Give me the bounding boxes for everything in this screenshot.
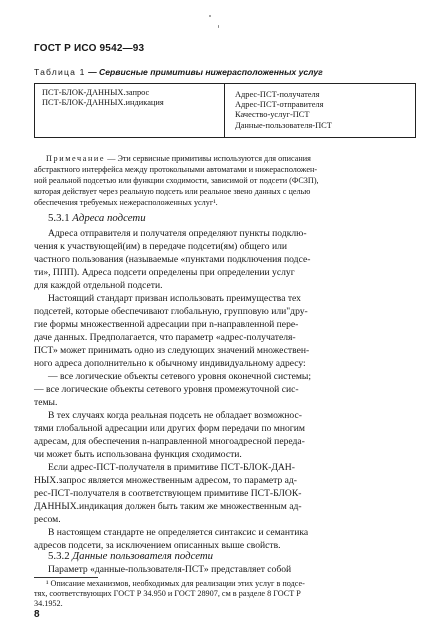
parameter-name: Качество-услуг-ПСТ bbox=[235, 110, 310, 120]
body-line: ти», ППП). Адреса подсети определены при определении услуг bbox=[34, 267, 295, 278]
table-label: Таблица 1 bbox=[34, 67, 86, 77]
section-heading-5-3-2 bbox=[48, 550, 213, 562]
body-line: ного адреса дополнительно к обычному индивидуальному адресу: bbox=[34, 358, 306, 369]
section-number: 5.3.1 bbox=[48, 212, 70, 224]
note-line: обеспечения требуемых нежерасположенных услуг¹. bbox=[34, 198, 218, 207]
primitive-name: ПСТ-БЛОК-ДАННЫХ.запрос bbox=[42, 88, 150, 97]
body-line: чения к участвующей(им) в передаче подсети(ям) общего или bbox=[34, 241, 288, 252]
body-line: Настоящий стандарт призван использовать преимущества тех bbox=[48, 293, 301, 304]
scan-speck bbox=[209, 15, 211, 17]
primitives-column bbox=[42, 88, 164, 108]
note-line-first: Примечание — Эти сервисные примитивы используются для описания bbox=[46, 154, 311, 163]
parameter-name: Данные-пользователя-ПСТ bbox=[235, 120, 332, 130]
body-line: подсетей, которые обеспечивают глобальную, групповую или"дру- bbox=[34, 306, 308, 317]
body-line: адресам, для обеспечения n-направленной многоадресной переда- bbox=[34, 436, 305, 447]
body-line: — все логические объекты сетевого уровня оконечной системы; bbox=[48, 371, 312, 382]
body-line: тями глобальной адресации или других форм передачи по многим bbox=[34, 423, 305, 434]
parameter-name: Адрес-ПСТ-отправителя bbox=[235, 100, 324, 110]
note-line: которая действует через реальную подсеть или реальное звено данных с целью bbox=[34, 187, 311, 196]
note-prefix: Примечание bbox=[46, 154, 106, 163]
scan-speck bbox=[218, 25, 219, 28]
page-number: 8 bbox=[34, 609, 40, 620]
parameter-name: Адрес-ПСТ-получателя bbox=[235, 90, 320, 99]
body-line: темы. bbox=[34, 397, 58, 408]
body-line: ДАННЫХ.индикация должен быть таким же множественным ад- bbox=[34, 501, 302, 512]
body-line: ресом. bbox=[34, 514, 61, 525]
body-line: рес-ПСТ-получателя в соответствующем примитиве ПСТ-БЛОК- bbox=[34, 488, 302, 499]
body-line: чи может быть использована функция сходимости. bbox=[34, 449, 242, 460]
body-line: частного пользования (называемые «пунктами подключения подсе- bbox=[34, 254, 311, 265]
note-line: абстрактного интерфейса между протокольными автоматами и нижерасположен- bbox=[34, 165, 318, 174]
body-line: адресов подсети, за исключением описанных выше свойств. bbox=[34, 540, 281, 551]
table-title: — Сервисные примитивы нижерасположенных услуг bbox=[88, 67, 323, 77]
section-title: Данные пользователя подсети bbox=[72, 550, 214, 562]
body-line: В тех случаях когда реальная подсеть не обладает возможнос- bbox=[48, 410, 302, 421]
primitive-name: ПСТ-БЛОК-ДАННЫХ.индикация bbox=[42, 98, 164, 108]
table-caption bbox=[34, 67, 323, 77]
body-line: для каждой отдельной подсети. bbox=[34, 280, 163, 291]
table-column-divider bbox=[224, 84, 225, 137]
parameters-column bbox=[235, 90, 332, 131]
body-line: НЫХ.запрос является множественным адресом, то параметр ад- bbox=[34, 475, 297, 486]
section-heading-5-3-1 bbox=[48, 212, 146, 224]
section-title: Адреса подсети bbox=[72, 212, 146, 224]
footnote-line: ¹ Описание механизмов, необходимых для реализации этих услуг в подсе- bbox=[46, 579, 305, 588]
body-line: гие формы множественной адресации при n-направленной пере- bbox=[34, 319, 299, 330]
primitives-table bbox=[34, 83, 416, 138]
body-line: даче данных. Предполагается, что параметр «адрес-получателя- bbox=[34, 332, 296, 343]
footnote-line: тях, соответствующих ГОСТ Р 34.950 и ГОСТ 28907, см в разделе 8 ГОСТ Р bbox=[34, 589, 301, 598]
body-line: Адреса отправителя и получателя определяют пункты подклю- bbox=[48, 228, 307, 239]
body-line: ПСТ» может принимать одно из следующих значений множествен- bbox=[34, 345, 310, 356]
body-line: Параметр «данные-пользователя-ПСТ» представляет собой bbox=[48, 564, 292, 575]
body-line: В настоящем стандарте не определяется синтаксис и семантика bbox=[48, 527, 309, 538]
section-number: 5.3.2 bbox=[48, 550, 70, 562]
footnote-line: 34.1952. bbox=[34, 599, 63, 608]
footnote-rule bbox=[34, 577, 98, 578]
body-line: Если адрес-ПСТ-получателя в примитиве ПСТ-БЛОК-ДАН- bbox=[48, 462, 295, 473]
body-line: — все логические объекты сетевого уровня промежуточной сис- bbox=[34, 384, 299, 395]
standard-header: ГОСТ Р ИСО 9542—93 bbox=[34, 43, 145, 54]
note-line: ной реальной подсетью или функции сходимости, зависимой от подсети (ФСЗП), bbox=[34, 176, 319, 185]
